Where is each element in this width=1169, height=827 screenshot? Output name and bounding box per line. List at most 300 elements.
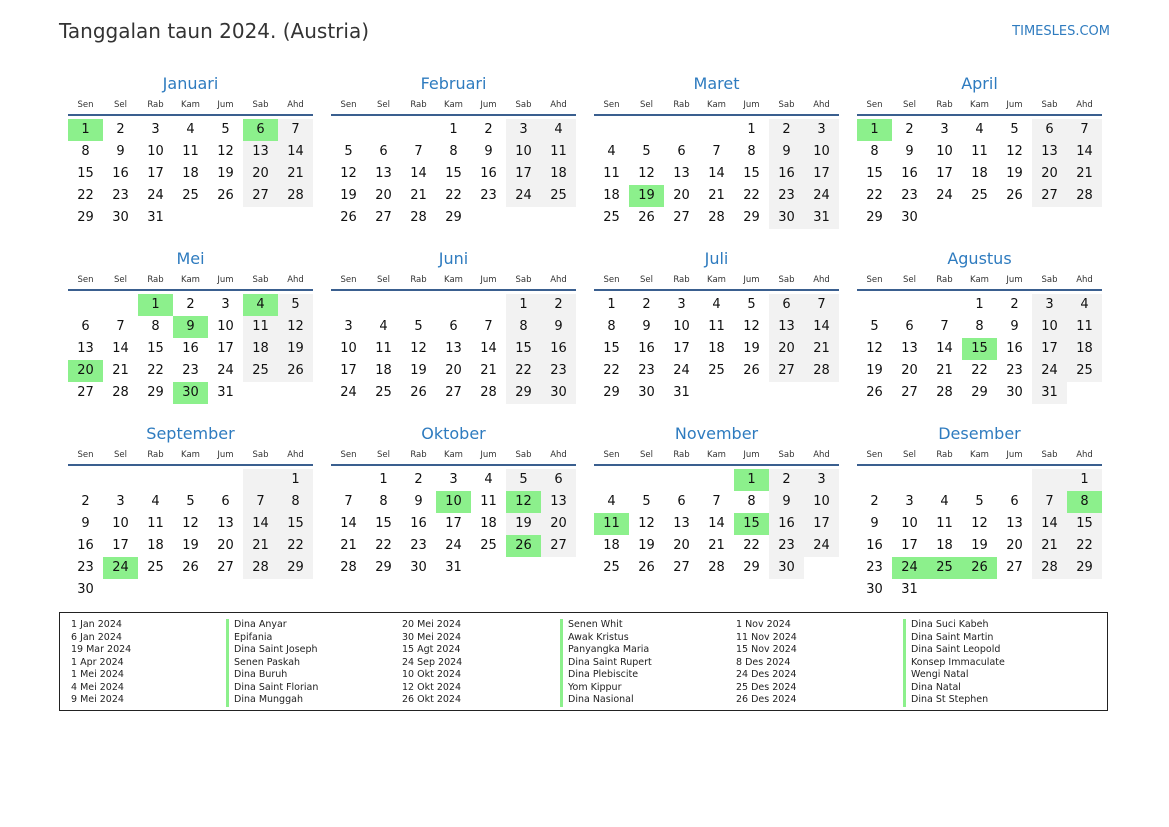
weekday-label: Sab	[778, 275, 795, 285]
day-cell: 14	[708, 166, 725, 181]
day-cell: 25	[1067, 360, 1102, 382]
weekday-label: Jum	[1006, 275, 1023, 285]
day-cell: 31	[217, 385, 234, 400]
day-cell: 28	[340, 560, 357, 575]
holiday-day: 9	[173, 316, 208, 338]
holiday-name: Panyangka Maria	[560, 644, 736, 657]
day-cell: 3	[1032, 294, 1067, 316]
day-cell: 20	[375, 188, 392, 203]
day-cell: 30	[769, 557, 804, 579]
day-cell: 25	[375, 385, 392, 400]
holiday-name: Awak Kristus	[560, 632, 736, 645]
day-cell: 4	[186, 122, 195, 137]
day-cell: 7	[804, 294, 839, 316]
day-cell: 2	[186, 297, 195, 312]
weekday-label: Sen	[340, 450, 357, 460]
day-cell: 8	[81, 144, 90, 159]
day-cell: 20	[769, 338, 804, 360]
day-cell: 4	[379, 319, 388, 334]
day-cell: 26	[217, 188, 234, 203]
empty-cell	[962, 469, 997, 491]
day-cell: 22	[866, 188, 883, 203]
day-cell: 25	[708, 363, 725, 378]
day-cell: 5	[1010, 122, 1019, 137]
weekday-label: Rab	[410, 450, 427, 460]
empty-cell	[629, 469, 664, 491]
day-cell: 22	[506, 360, 541, 382]
day-cell: 17	[901, 538, 918, 553]
empty-cell	[366, 294, 401, 316]
day-cell: 10	[673, 319, 690, 334]
holiday-name: Dina Saint Florian	[226, 682, 402, 695]
weekday-label: Ahd	[813, 275, 830, 285]
day-cell: 25	[182, 188, 199, 203]
weekday-label: Sel	[377, 450, 390, 460]
legend-names-1	[226, 619, 402, 710]
day-cell: 22	[445, 188, 462, 203]
day-cell: 15	[375, 516, 392, 531]
empty-cell	[401, 119, 436, 141]
day-cell: 23	[541, 360, 576, 382]
day-cell: 7	[712, 144, 721, 159]
day-cell: 29	[506, 382, 541, 404]
weekday-label: Sen	[603, 275, 620, 285]
day-cell: 13	[375, 166, 392, 181]
day-cell: 3	[344, 319, 353, 334]
day-cell: 11	[480, 494, 497, 509]
weekday-label: Rab	[410, 275, 427, 285]
day-cell: 15	[445, 166, 462, 181]
day-cell: 6	[379, 144, 388, 159]
day-cell: 6	[1010, 494, 1019, 509]
day-cell: 6	[677, 494, 686, 509]
empty-cell	[138, 469, 173, 491]
empty-cell	[103, 294, 138, 316]
holiday-name: Dina Buruh	[226, 669, 402, 682]
weekday-label: Sab	[515, 450, 532, 460]
holiday-date: 9 Mei 2024	[71, 694, 124, 705]
day-cell: 31	[804, 207, 839, 229]
weekday-label: Sen	[77, 275, 94, 285]
day-cell: 18	[375, 363, 392, 378]
day-cell: 4	[1067, 294, 1102, 316]
days-grid	[857, 119, 1102, 229]
day-cell: 21	[340, 538, 357, 553]
day-cell: 26	[410, 385, 427, 400]
empty-cell	[68, 469, 103, 491]
weekday-label: Sab	[252, 450, 269, 460]
holiday-day: 24	[892, 557, 927, 579]
day-cell: 10	[804, 491, 839, 513]
weekday-label: Ahd	[287, 450, 304, 460]
empty-cell	[594, 469, 629, 491]
day-cell: 14	[480, 341, 497, 356]
day-cell: 1	[278, 469, 313, 491]
holiday-name: Dina Saint Leopold	[903, 644, 1103, 657]
day-cell: 31	[445, 560, 462, 575]
month-name: Maret	[693, 74, 740, 93]
empty-cell	[103, 469, 138, 491]
weekday-label: Kam	[707, 450, 726, 460]
day-cell: 4	[712, 297, 721, 312]
day-cell: 30	[1006, 385, 1023, 400]
day-cell: 16	[77, 538, 94, 553]
weekday-label: Sel	[640, 275, 653, 285]
day-cell: 9	[905, 144, 914, 159]
legend-dates-3	[736, 619, 903, 710]
day-cell: 5	[278, 294, 313, 316]
day-cell: 8	[278, 491, 313, 513]
day-cell: 9	[1010, 319, 1019, 334]
weekday-header	[68, 96, 313, 116]
day-cell: 27	[769, 360, 804, 382]
day-cell: 14	[278, 141, 313, 163]
weekday-label: Sen	[866, 275, 883, 285]
weekday-label: Rab	[147, 275, 164, 285]
holiday-date: 26 Okt 2024	[402, 694, 462, 705]
holiday-day: 19	[629, 185, 664, 207]
weekday-label: Rab	[673, 100, 690, 110]
weekday-label: Kam	[707, 275, 726, 285]
weekday-label: Rab	[410, 100, 427, 110]
weekday-label: Jum	[217, 275, 234, 285]
holiday-name: Epifania	[226, 632, 402, 645]
day-cell: 7	[278, 119, 313, 141]
day-cell: 12	[1006, 144, 1023, 159]
day-cell: 12	[340, 166, 357, 181]
day-cell: 4	[607, 494, 616, 509]
weekday-label: Ahd	[1076, 275, 1093, 285]
empty-cell	[173, 469, 208, 491]
day-cell: 1	[607, 297, 616, 312]
day-cell: 20	[1006, 538, 1023, 553]
day-cell: 11	[243, 316, 278, 338]
weekday-label: Rab	[936, 275, 953, 285]
weekday-label: Sel	[640, 450, 653, 460]
empty-cell	[331, 469, 366, 491]
days-grid	[68, 469, 313, 601]
day-cell: 28	[708, 560, 725, 575]
weekday-label: Kam	[444, 100, 463, 110]
day-cell: 30	[77, 582, 94, 597]
day-cell: 4	[484, 472, 493, 487]
day-cell: 26	[743, 363, 760, 378]
day-cell: 19	[182, 538, 199, 553]
weekday-label: Sab	[515, 275, 532, 285]
day-cell: 9	[541, 316, 576, 338]
month-mei	[68, 247, 313, 422]
day-cell: 24	[804, 185, 839, 207]
day-cell: 19	[410, 363, 427, 378]
day-cell: 10	[340, 341, 357, 356]
day-cell: 7	[1067, 119, 1102, 141]
day-cell: 14	[804, 316, 839, 338]
weekday-label: Kam	[707, 100, 726, 110]
days-grid	[857, 294, 1102, 404]
day-cell: 27	[541, 535, 576, 557]
month-name: Agustus	[947, 249, 1012, 268]
day-cell: 25	[147, 560, 164, 575]
day-cell: 15	[1067, 513, 1102, 535]
weekday-label: Sab	[1041, 100, 1058, 110]
day-cell: 19	[506, 513, 541, 535]
day-cell: 22	[603, 363, 620, 378]
weekday-label: Sel	[640, 100, 653, 110]
month-name: Januari	[162, 74, 219, 93]
day-cell: 3	[506, 119, 541, 141]
day-cell: 14	[1067, 141, 1102, 163]
day-cell: 13	[445, 341, 462, 356]
day-cell: 10	[936, 144, 953, 159]
day-cell: 14	[112, 341, 129, 356]
day-cell: 19	[217, 166, 234, 181]
days-grid	[331, 119, 576, 229]
day-cell: 30	[541, 382, 576, 404]
legend-names-2	[560, 619, 736, 710]
day-cell: 3	[940, 122, 949, 137]
day-cell: 20	[673, 188, 690, 203]
day-cell: 15	[278, 513, 313, 535]
day-cell: 6	[905, 319, 914, 334]
day-cell: 23	[112, 188, 129, 203]
weekday-label: Sab	[1041, 450, 1058, 460]
day-cell: 23	[77, 560, 94, 575]
holiday-date: 8 Des 2024	[736, 656, 791, 668]
day-cell: 8	[747, 144, 756, 159]
day-cell: 29	[866, 210, 883, 225]
holiday-date: 15 Agt 2024	[402, 644, 461, 655]
day-cell: 28	[480, 385, 497, 400]
day-cell: 13	[1032, 141, 1067, 163]
day-cell: 23	[901, 188, 918, 203]
weekday-label: Rab	[936, 100, 953, 110]
day-cell: 12	[278, 316, 313, 338]
day-cell: 30	[769, 207, 804, 229]
weekday-header	[331, 96, 576, 116]
day-cell: 11	[971, 144, 988, 159]
day-cell: 5	[870, 319, 879, 334]
month-name: November	[674, 424, 759, 443]
weekday-label: Ahd	[550, 100, 567, 110]
month-name: Juli	[704, 249, 729, 268]
day-cell: 15	[77, 166, 94, 181]
month-agustus	[857, 247, 1102, 422]
holiday-day: 8	[1067, 491, 1102, 513]
days-grid	[594, 469, 839, 579]
day-cell: 18	[182, 166, 199, 181]
empty-cell	[857, 294, 892, 316]
day-cell: 11	[182, 144, 199, 159]
day-cell: 19	[638, 538, 655, 553]
day-cell: 1	[1067, 469, 1102, 491]
day-cell: 23	[410, 538, 427, 553]
day-cell: 19	[743, 341, 760, 356]
day-cell: 14	[340, 516, 357, 531]
day-cell: 1	[379, 472, 388, 487]
weekday-label: Jum	[1006, 450, 1023, 460]
day-cell: 13	[673, 166, 690, 181]
day-cell: 2	[1010, 297, 1019, 312]
weekday-label: Ahd	[550, 450, 567, 460]
weekday-label: Sel	[377, 275, 390, 285]
day-cell: 25	[480, 538, 497, 553]
day-cell: 27	[243, 185, 278, 207]
day-cell: 5	[747, 297, 756, 312]
day-cell: 21	[804, 338, 839, 360]
month-name: Desember	[938, 424, 1021, 443]
weekday-label: Sab	[515, 100, 532, 110]
days-grid	[331, 294, 576, 404]
holiday-name: Wengi Natal	[903, 669, 1103, 682]
day-cell: 8	[449, 144, 458, 159]
holiday-date: 1 Jan 2024	[71, 619, 122, 630]
day-cell: 13	[1006, 516, 1023, 531]
weekday-label: Sel	[114, 450, 127, 460]
holiday-name: Dina Saint Rupert	[560, 657, 736, 670]
day-cell: 26	[638, 210, 655, 225]
empty-cell	[664, 119, 699, 141]
day-cell: 17	[445, 516, 462, 531]
holiday-date: 24 Sep 2024	[402, 656, 463, 668]
weekday-header	[857, 446, 1102, 466]
day-cell: 14	[410, 166, 427, 181]
day-cell: 5	[414, 319, 423, 334]
month-name: Mei	[176, 249, 205, 268]
empty-cell	[927, 294, 962, 316]
day-cell: 6	[1032, 119, 1067, 141]
day-cell: 31	[901, 582, 918, 597]
day-cell: 12	[638, 166, 655, 181]
day-cell: 29	[743, 210, 760, 225]
day-cell: 17	[1032, 338, 1067, 360]
day-cell: 28	[1032, 557, 1067, 579]
day-cell: 1	[747, 122, 756, 137]
day-cell: 10	[217, 319, 234, 334]
day-cell: 12	[217, 144, 234, 159]
day-cell: 10	[147, 144, 164, 159]
day-cell: 16	[541, 338, 576, 360]
day-cell: 24	[804, 535, 839, 557]
day-cell: 22	[1067, 535, 1102, 557]
empty-cell	[1032, 469, 1067, 491]
legend-dates-1	[71, 619, 226, 710]
day-cell: 14	[708, 516, 725, 531]
weekday-label: Sen	[77, 100, 94, 110]
empty-cell	[594, 119, 629, 141]
empty-cell	[699, 469, 734, 491]
day-cell: 19	[340, 188, 357, 203]
day-cell: 7	[940, 319, 949, 334]
day-cell: 16	[769, 513, 804, 535]
day-cell: 6	[449, 319, 458, 334]
weekday-header	[331, 271, 576, 291]
legend-names-3	[903, 619, 1103, 710]
weekday-label: Kam	[970, 450, 989, 460]
weekday-label: Kam	[970, 100, 989, 110]
day-cell: 4	[975, 122, 984, 137]
day-cell: 27	[217, 560, 234, 575]
day-cell: 5	[344, 144, 353, 159]
weekday-label: Rab	[147, 100, 164, 110]
holiday-name: Dina Suci Kabeh	[903, 619, 1103, 632]
day-cell: 6	[541, 469, 576, 491]
month-april	[857, 72, 1102, 247]
day-cell: 28	[936, 385, 953, 400]
weekday-label: Jum	[743, 450, 760, 460]
weekday-label: Sen	[603, 450, 620, 460]
weekday-label: Ahd	[550, 275, 567, 285]
weekday-label: Kam	[181, 450, 200, 460]
month-name: April	[961, 74, 998, 93]
day-cell: 5	[642, 494, 651, 509]
day-cell: 7	[243, 491, 278, 513]
weekday-label: Rab	[147, 450, 164, 460]
empty-cell	[699, 119, 734, 141]
day-cell: 16	[769, 163, 804, 185]
brand-link[interactable]: TIMESLES.COM	[1012, 24, 1110, 39]
day-cell: 15	[743, 166, 760, 181]
holiday-date: 20 Mei 2024	[402, 619, 461, 630]
day-cell: 15	[603, 341, 620, 356]
empty-cell	[997, 469, 1032, 491]
holiday-day: 10	[436, 491, 471, 513]
day-cell: 3	[905, 494, 914, 509]
empty-cell	[366, 119, 401, 141]
holiday-day: 15	[734, 513, 769, 535]
day-cell: 21	[410, 188, 427, 203]
holiday-date: 1 Nov 2024	[736, 619, 791, 630]
day-cell: 19	[971, 538, 988, 553]
day-cell: 3	[151, 122, 160, 137]
day-cell: 3	[116, 494, 125, 509]
holiday-name: Yom Kippur	[560, 682, 736, 695]
day-cell: 28	[410, 210, 427, 225]
day-cell: 15	[866, 166, 883, 181]
month-name: Februari	[420, 74, 487, 93]
months-grid	[68, 72, 1108, 597]
day-cell: 17	[506, 163, 541, 185]
day-cell: 18	[708, 341, 725, 356]
day-cell: 30	[112, 210, 129, 225]
day-cell: 18	[480, 516, 497, 531]
weekday-label: Ahd	[287, 275, 304, 285]
weekday-label: Kam	[444, 275, 463, 285]
weekday-label: Sab	[252, 100, 269, 110]
day-cell: 25	[603, 210, 620, 225]
holiday-day: 25	[927, 557, 962, 579]
day-cell: 9	[642, 319, 651, 334]
holiday-day: 20	[68, 360, 103, 382]
day-cell: 13	[901, 341, 918, 356]
day-cell: 16	[901, 166, 918, 181]
holiday-day: 1	[138, 294, 173, 316]
day-cell: 29	[445, 210, 462, 225]
day-cell: 9	[414, 494, 423, 509]
days-grid	[68, 294, 313, 404]
day-cell: 8	[379, 494, 388, 509]
holiday-legend	[59, 612, 1108, 711]
day-cell: 17	[217, 341, 234, 356]
weekday-header	[594, 446, 839, 466]
day-cell: 27	[77, 385, 94, 400]
day-cell: 27	[375, 210, 392, 225]
holiday-day: 15	[962, 338, 997, 360]
day-cell: 4	[541, 119, 576, 141]
day-cell: 24	[147, 188, 164, 203]
day-cell: 16	[1006, 341, 1023, 356]
day-cell: 18	[603, 538, 620, 553]
weekday-label: Sab	[1041, 275, 1058, 285]
